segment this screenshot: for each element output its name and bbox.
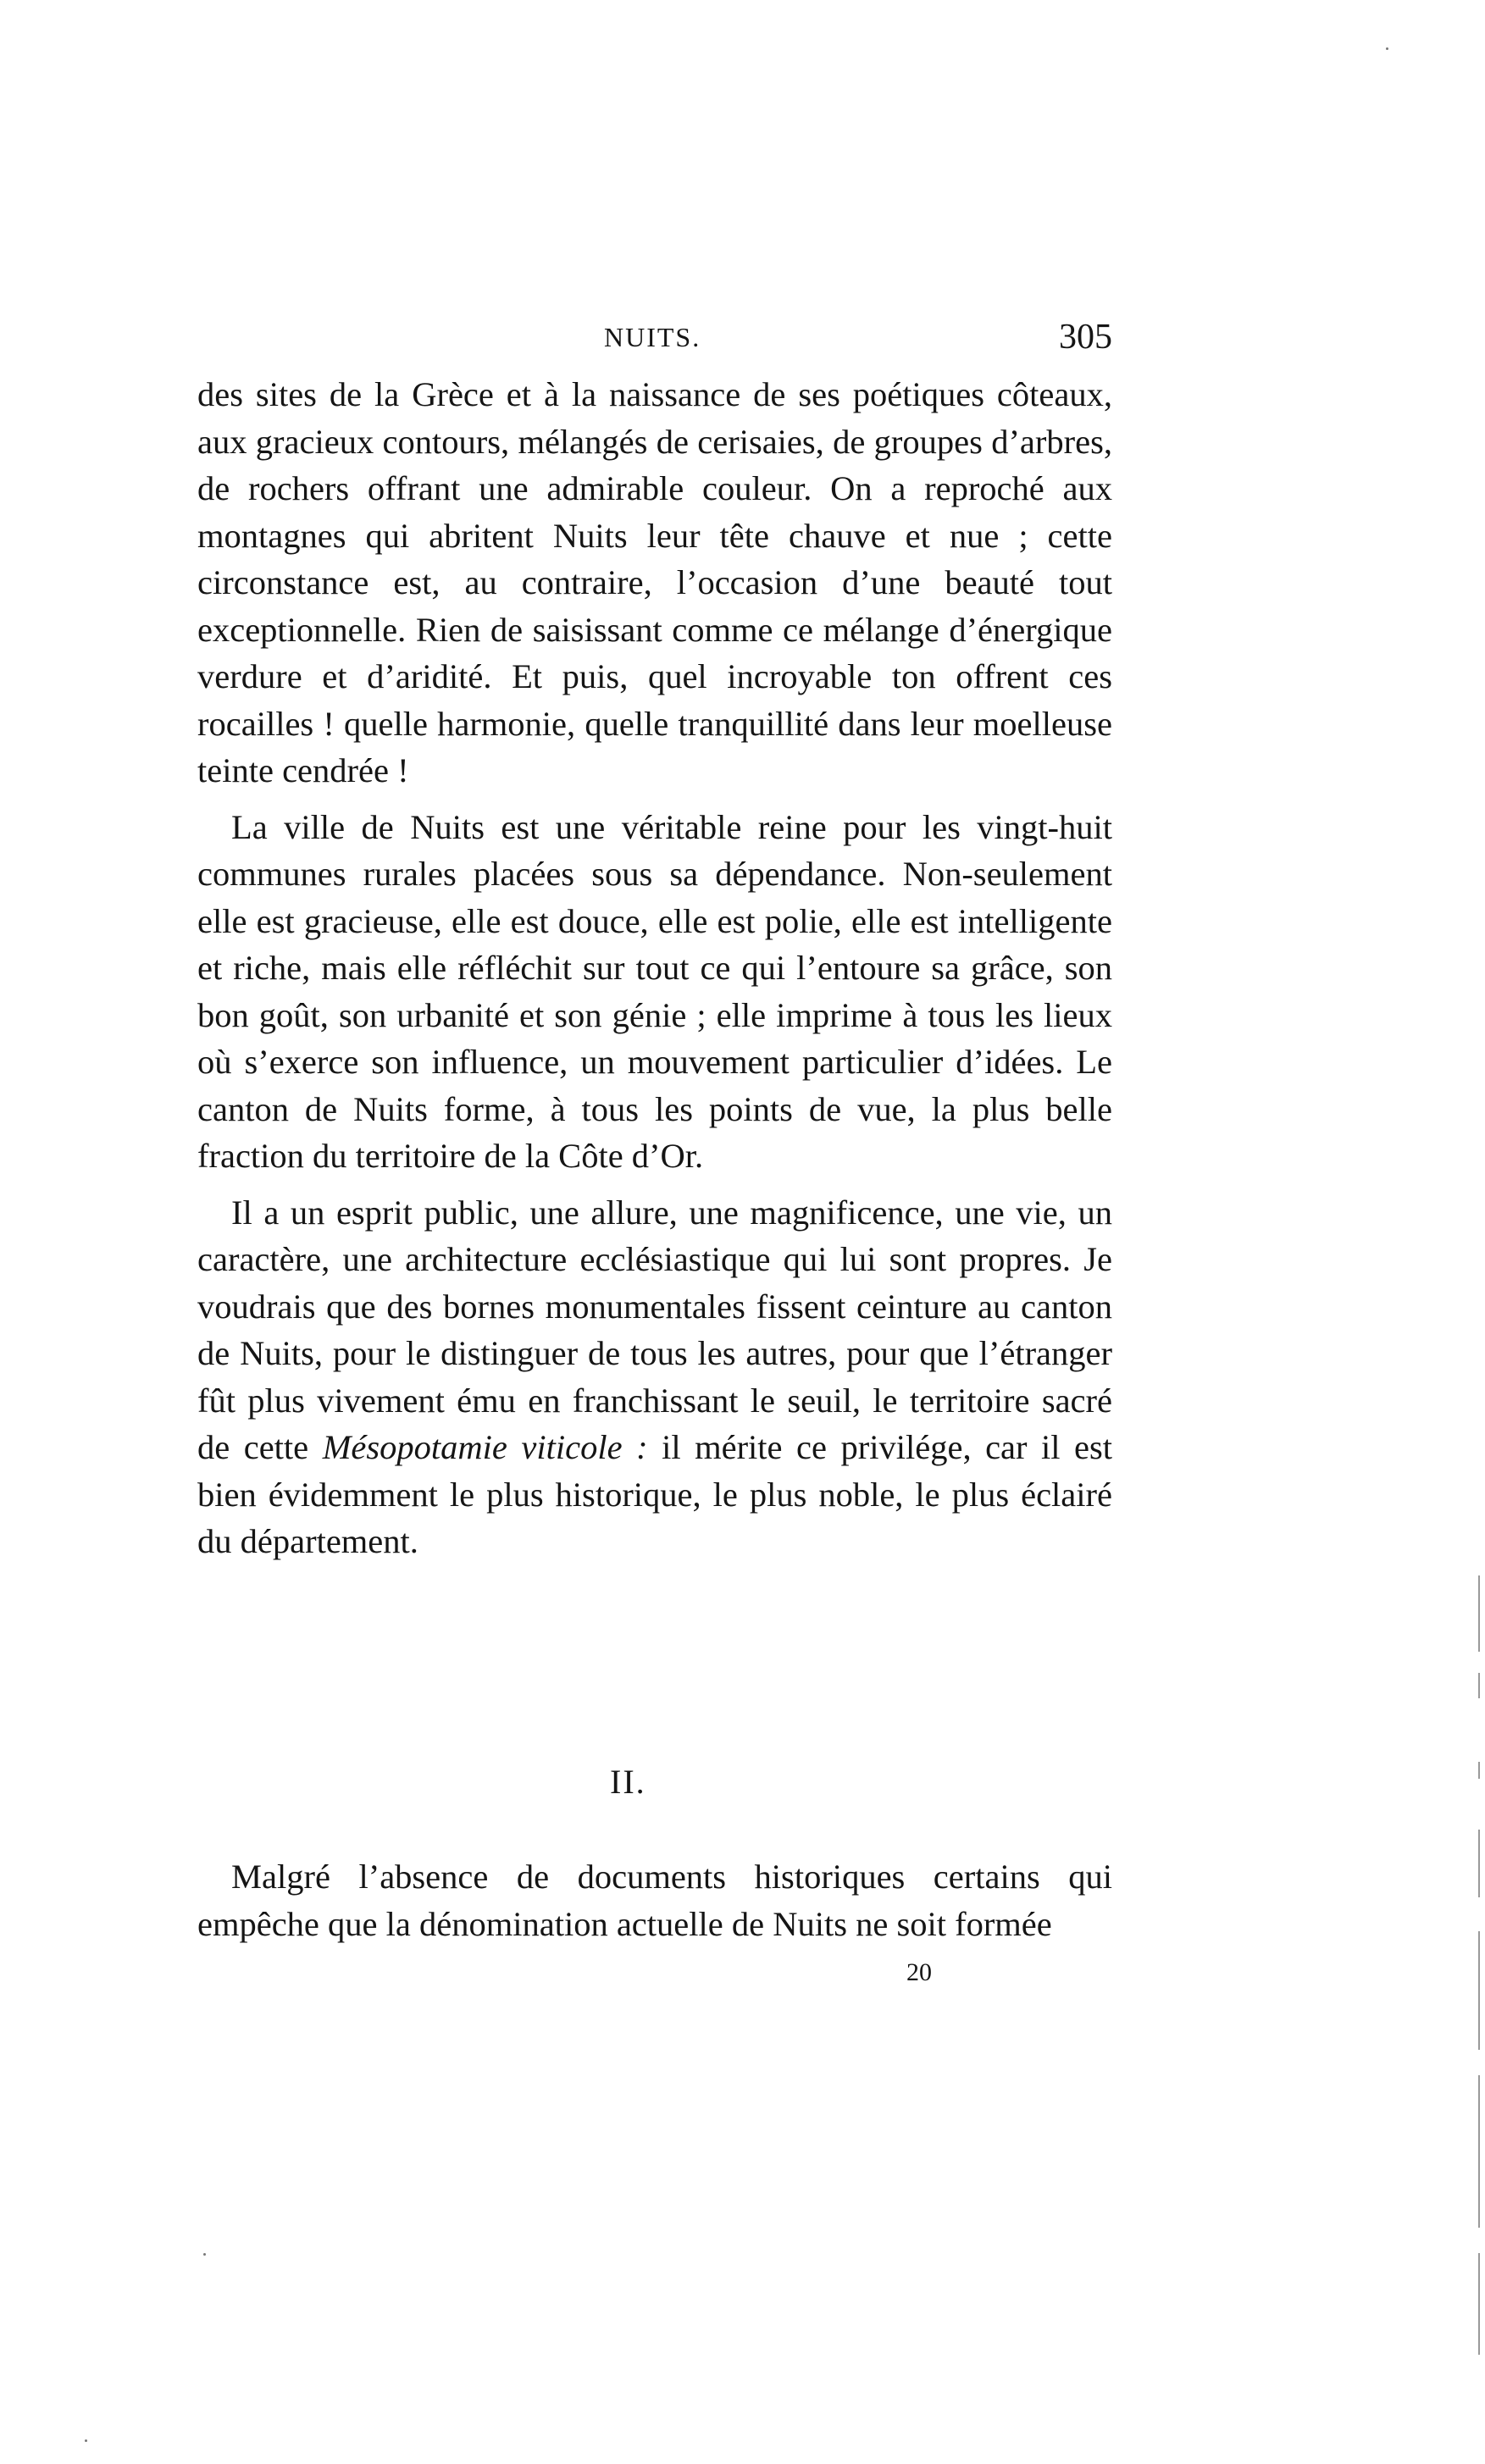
- section-text: [197, 1853, 1112, 1947]
- scan-speck: [203, 2253, 206, 2256]
- scan-edge-line: [1478, 2253, 1480, 2355]
- scan-speck: [1386, 47, 1388, 50]
- paragraph-3: [197, 1189, 1112, 1565]
- paragraph-4: [197, 1853, 1112, 1947]
- scan-edge-line: [1478, 1830, 1480, 1897]
- scan-edge-line: [1478, 2075, 1480, 2228]
- running-title: NUITS.: [604, 322, 701, 352]
- scan-edge-line: [1478, 1673, 1480, 1698]
- paragraph-2: [197, 804, 1112, 1180]
- paragraph-1-text: des sites de la Grèce et à la naissance de ses poétiques côteaux, aux gracieux contours, mélangés de cerisaies, de groupes d’arbres, de rochers offrant une admirable couleur. On a reproché aux montagnes qui abritent Nuits leur tête chauve et nue ; cette circonstance est, au contraire, l’occasion d’une beauté tout exceptionnelle. Rien de saisissant comme ce mélange d’énergique verdure et d’aridité. Et puis, quel incroyable ton offrent ces rocailles ! quelle harmonie, quelle tranquillité dans leur moelleuse teinte cendrée !: [197, 375, 1112, 789]
- paragraph-1: [197, 371, 1112, 795]
- paragraph-3-text: Il a un esprit public, une allure, une magnificence, une vie, un caractère, une architecture ecclésiastique qui lui sont propres. Je voudrais que des bornes monumentales fissent ceinture au canton de Nuits, pour le distinguer de tous les autres, pour que l’étranger fût plus vivement ému en franchissant le seuil, le territoire sacré de cette: [197, 1193, 1112, 1466]
- paragraph-2-text: La ville de Nuits est une véritable reine pour les vingt-huit communes rurales placées sous sa dépendance. Non-seulement elle est gracieuse, elle est douce, elle est polie, elle est intelligente et riche, mais elle réfléchit sur tout ce qui l’entoure sa grâce, son bon goût, son urbanité et son génie ; elle imprime à tous les lieux où s’exerce son influence, un mouvement particulier d’idées. Le canton de Nuits forme, à tous les points de vue, la plus belle fraction du territoire de la Côte d’Or.: [197, 807, 1112, 1175]
- scan-edge-line: [1478, 1762, 1480, 1779]
- paragraph-4-text: Malgré l’absence de documents historiques certains qui empêche que la dénomination actuelle de Nuits ne soit formée: [197, 1858, 1112, 1943]
- main-text: [197, 371, 1112, 1565]
- scan-edge-line: [1478, 1931, 1480, 2050]
- signature-mark: 20: [906, 1958, 932, 1986]
- section-heading: II.: [610, 1763, 646, 1801]
- scan-speck: [85, 2439, 87, 2442]
- scan-edge-line: [1478, 1575, 1480, 1652]
- italic-phrase: Mésopotamie viticole :: [322, 1428, 648, 1466]
- page-header: [197, 317, 1112, 368]
- page-number: 305: [1059, 318, 1112, 357]
- paragraph-3-text-end: il mérite ce privilége, car il est bien évidemment le plus historique, le plus noble, le plus éclairé du département.: [197, 1428, 1113, 1560]
